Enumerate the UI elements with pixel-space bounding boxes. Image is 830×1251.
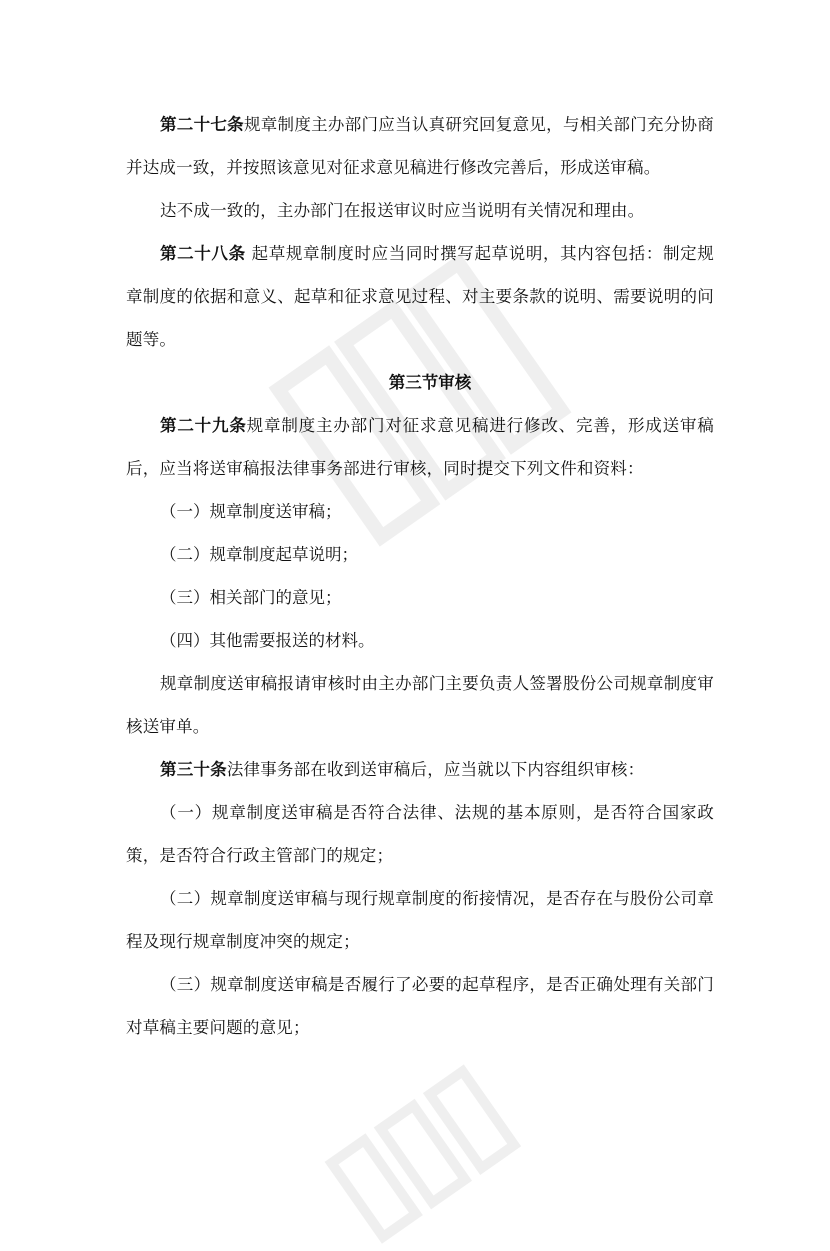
article-30-item-3: （三）规章制度送审稿是否履行了必要的起草程序，是否正确处理有关部门对草稿主要问题的意见；	[126, 975, 714, 1037]
article-28-label: 第二十八条	[160, 244, 246, 263]
article-27	[126, 103, 714, 189]
article-29-item-3: （三）相关部门的意见；	[160, 588, 342, 607]
article-28-text: 起草规章制度时应当同时撰写起草说明，其内容包括：制定规章制度的依据和意义、起草和征求意见过程、对主要条款的说明、需要说明的问题等。	[126, 244, 714, 349]
section-heading: 第三节审核	[388, 373, 472, 392]
article-29-item-4: （四）其他需要报送的材料。	[160, 631, 375, 650]
article-30-item-2: （二）规章制度送审稿与现行规章制度的衔接情况，是否存在与股份公司章程及现行规章制度冲突的规定；	[126, 889, 714, 951]
article-29-text: 规章制度主办部门对征求意见稿进行修改、完善，形成送审稿后，应当将送审稿报法律事务部进行审核，同时提交下列文件和资料：	[126, 416, 715, 478]
article-29-item-2: （二）规章制度起草说明；	[160, 545, 358, 564]
article-30-text: 法律事务部在收到送审稿后，应当就以下内容组织审核：	[226, 760, 645, 779]
article-27-label: 第二十七条	[160, 115, 244, 134]
article-30	[126, 748, 714, 791]
article-27-note: 达不成一致的，主办部门在报送审议时应当说明有关情况和理由。	[160, 201, 645, 220]
article-29-note: 规章制度送审稿报请审核时由主办部门主要负责人签署股份公司规章制度审核送审单。	[126, 674, 714, 736]
article-27-text: 规章制度主办部门应当认真研究回复意见，与相关部门充分协商并达成一致，并按照该意见对征求意见稿进行修改完善后，形成送审稿。	[126, 115, 714, 177]
article-30-label: 第三十条	[160, 760, 227, 779]
article-30-item-1: （一）规章制度送审稿是否符合法律、法规的基本原则，是否符合国家政策，是否符合行政主管部门的规定；	[126, 803, 714, 865]
article-28	[126, 232, 714, 361]
article-29-label: 第二十九条	[160, 416, 247, 435]
article-29-item-1: （一）规章制度送审稿；	[160, 502, 342, 521]
article-29	[126, 404, 714, 490]
